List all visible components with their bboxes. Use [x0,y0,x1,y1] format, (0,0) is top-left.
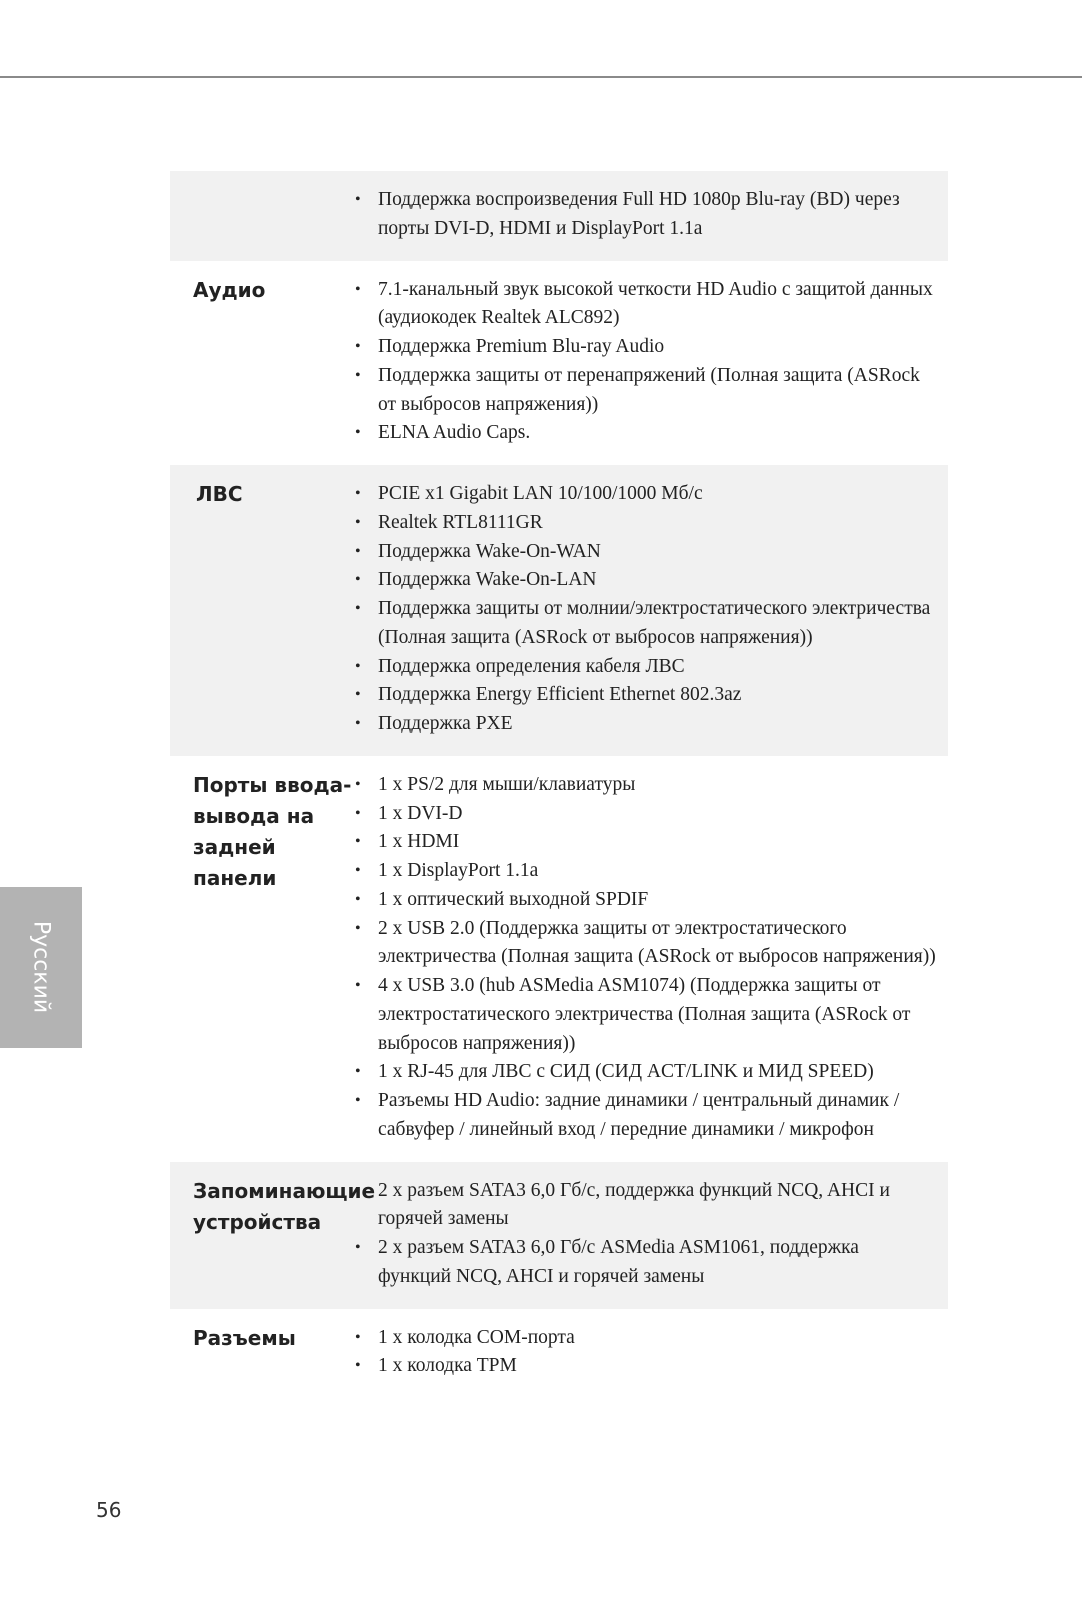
spec-item: • Поддержка PXE [353,710,936,739]
spec-list [353,1324,936,1382]
page-number: 56 [96,1498,122,1522]
spec-item: • 4 x USB 3.0 (hub ASMedia ASM1074) (Поддержка защиты от электростатического электричества (Полная защита (ASRock от выбросов напряжения)) [353,972,936,1058]
spec-item: • Поддержка Premium Blu-ray Audio [353,333,936,362]
spec-list [353,276,936,449]
language-side-tab [0,887,82,1048]
spec-item: • 1 x DVI-D [353,800,936,829]
spec-item: • PCIE x1 Gigabit LAN 10/100/1000 Мб/с [353,480,936,509]
spec-label: Порты ввода-вывода на задней панели [193,772,352,890]
spec-value [353,1309,948,1399]
spec-list [353,186,936,244]
spec-item: • Разъемы HD Audio: задние динамики / центральный динамик / сабвуфер / линейный вход / передние динамики / микрофон [353,1087,936,1145]
spec-label: Разъемы [193,1325,296,1350]
spec-label: Запоминающие устройства [193,1178,376,1234]
spec-value [353,756,948,1162]
spec-item: • 1 x оптический выходной SPDIF [353,886,936,915]
spec-row-video-continued [170,171,948,261]
spec-item: • 2 x USB 2.0 (Поддержка защиты от электростатического электричества (Полная защита (ASRock от выбросов напряжения)) [353,915,936,973]
spec-item: • 1 x HDMI [353,828,936,857]
spec-item: • Поддержка Wake-On-LAN [353,566,936,595]
spec-item: • Поддержка защиты от молнии/электростатического электричества (Полная защита (ASRock от выбросов напряжения)) [353,595,936,653]
spec-item: • Поддержка определения кабеля ЛВС [353,653,936,682]
spec-row-rear-io [170,756,948,1162]
spec-item: • 1 x DisplayPort 1.1a [353,857,936,886]
spec-item: • Поддержка воспроизведения Full HD 1080p Blu-ray (BD) через порты DVI-D, HDMI и DisplayPort 1.1a [353,186,936,244]
spec-value [353,465,948,756]
spec-label: ЛВС [196,482,243,506]
header-rule [0,76,1082,78]
spec-item: • ELNA Audio Caps. [353,419,936,448]
spec-value [353,171,948,261]
spec-label [170,171,353,261]
spec-list [353,1177,936,1292]
spec-row-storage [170,1162,948,1309]
spec-table [170,171,948,1398]
spec-item: • 2 x разъем SATA3 6,0 Гб/с ASMedia ASM1061, поддержка функций NCQ, AHCI и горячей замены [353,1234,936,1292]
spec-item: • 1 x RJ-45 для ЛВС с СИД (СИД ACT/LINK и МИД SPEED) [353,1058,936,1087]
spec-item: • Поддержка Energy Efficient Ethernet 802.3az [353,681,936,710]
spec-row-lan [170,465,948,756]
spec-label: Аудио [193,277,266,302]
spec-item: • 1 x колодка TPM [353,1352,936,1381]
spec-value [353,1162,948,1309]
spec-item: • 7.1-канальный звук высокой четкости HD Audio с защитой данных (аудиокодек Realtek ALC892) [353,276,936,334]
spec-item: • 1 x PS/2 для мыши/клавиатуры [353,771,936,800]
spec-item: • 1 x колодка COM-порта [353,1324,936,1353]
spec-row-audio [170,261,948,466]
language-label: Русский [28,920,54,1014]
spec-value [353,261,948,466]
spec-item: • Поддержка защиты от перенапряжений (Полная защита (ASRock от выбросов напряжения)) [353,362,936,420]
spec-list [353,480,936,739]
spec-item: • Realtek RTL8111GR [353,509,936,538]
spec-row-connectors [170,1309,948,1399]
spec-list [353,771,936,1145]
spec-item: • Поддержка Wake-On-WAN [353,538,936,567]
spec-item: • 2 x разъем SATA3 6,0 Гб/с, поддержка функций NCQ, AHCI и горячей замены [353,1177,936,1235]
